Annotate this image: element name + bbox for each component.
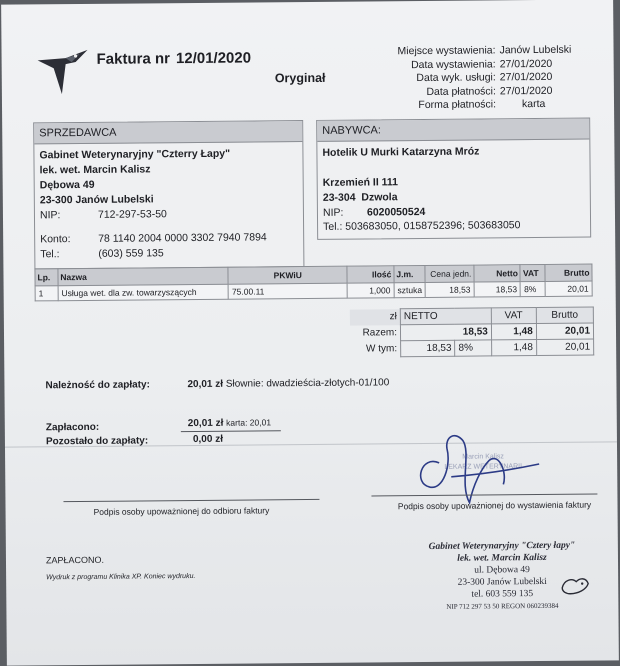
summary-table — [350, 307, 594, 358]
invoice-meta: Miejsce wystawienia: Janów Lubelski Data wystawienia: 27/01/2020 Data wyk. usługi: 27/01/2020 Data płatności: 27/01/2020 Forma płatności: karta — [397, 43, 572, 112]
seller-person: lek. wet. Marcin Kalisz — [39, 163, 151, 177]
copy-label: Oryginał — [274, 70, 326, 86]
items-header-row: Lp. Nazwa PKWiU Ilość J.m. Cena jedn. Netto VAT Brutto — [35, 264, 592, 286]
buyer-header: NABYWCA: — [317, 119, 589, 142]
seller-nip: 712-297-53-50 — [97, 208, 167, 221]
items-table — [34, 264, 592, 302]
buyer-box: NABYWCA: Hotelik U Murki Katarzyna Mróz Krzemień II 111 23-304 Dzwola NIP: 6020050524 Tel.: 503683050, 0158752396; 503683050 — [316, 118, 591, 240]
seller-street: Dębowa 49 — [39, 178, 95, 192]
paid-underline — [181, 430, 281, 432]
seller-name: Gabinet Weterynaryjny "Czterry Łapy" — [39, 147, 231, 162]
receiver-signature-caption: Podpis osoby upoważnionej do odbioru faktury — [93, 505, 270, 517]
paid-note: karta: 20,01 — [226, 417, 272, 428]
amount-in-words: Słownie: dwadzieścia-złotych-01/100 — [225, 377, 390, 390]
due-amount: 20,01 zł — [187, 378, 224, 391]
invoice-title: Faktura nr 12/01/2020 — [96, 49, 252, 68]
seller-box: SPRZEDAWCA Gabinet Weterynaryjny "Czterry Łapy" lek. wet. Marcin Kalisz Dębowa 49 23-300 Janów Lubelski NIP: 712-297-53-50 Konto: 78 1140 2004 0000 3302 7940 7894 Tel.: (603) 559 135 — [33, 120, 304, 269]
seller-account: 78 1140 2004 0000 3302 7940 7894 — [98, 231, 267, 245]
summary-total-row: Razem: 18,53 1,48 20,01 — [350, 323, 594, 341]
summary-incl-row: W tym: 18,53 8% 1,48 20,01 — [350, 339, 594, 357]
paid-amount: 20,01 zł — [187, 417, 224, 430]
seller-header: SPRZEDAWCA — [34, 121, 302, 144]
paid-stamp: ZAPŁACONO. — [45, 554, 105, 566]
due-label: Należność do zapłaty: — [45, 379, 150, 392]
signature-scribble — [399, 424, 560, 509]
paid-label: Zapłacono: — [45, 421, 100, 434]
remaining-amount: 0,00 zł — [192, 433, 224, 446]
seller-city: 23-300 Janów Lubelski — [39, 193, 154, 207]
seller-tel: (603) 559 135 — [98, 247, 164, 260]
bird-logo-icon — [36, 48, 90, 96]
invoice-number: 12/01/2020 — [175, 49, 252, 68]
invoice-sheet — [1, 0, 619, 666]
due-amount-line — [187, 377, 389, 390]
remaining-label: Pozostało do zapłaty: — [45, 435, 149, 448]
issuer-signature-caption: Podpis osoby upoważnionej do wystawienia faktury — [397, 499, 592, 512]
buyer-street: Krzemień II 111 — [322, 176, 399, 189]
faint-stamp: Marcin Kalisz LEKARZ WETERYNARII — [444, 453, 523, 471]
clinic-stamp: Gabinet Weterynaryjny "Cztery łapy" lek. wet. Marcin Kalisz ul. Dębowa 49 23-300 Janów Lubelski tel. 603 559 135 NIP 712 297 53 50 REGON 060239384 — [428, 540, 576, 611]
printout-note: Wydruk z programu Klinika XP. Koniec wydruku. — [46, 573, 196, 582]
table-row: 1 Usługa wet. dla zw. towarzyszących 75.00.11 1,000 sztuka 18,53 18,53 8% 20,01 — [35, 281, 592, 301]
buyer-city: Dzwola — [361, 191, 398, 204]
receiver-signature-line — [63, 499, 319, 502]
summary-header-row: zł NETTO VAT Brutto — [350, 307, 594, 325]
buyer-name: Hotelik U Murki Katarzyna Mróz — [322, 145, 480, 159]
buyer-tel: 503683050, 0158752396; 503683050 — [345, 219, 521, 233]
dog-stamp-icon — [558, 572, 592, 598]
paid-amount-line — [188, 417, 271, 429]
buyer-nip: 6020050524 — [366, 205, 426, 219]
